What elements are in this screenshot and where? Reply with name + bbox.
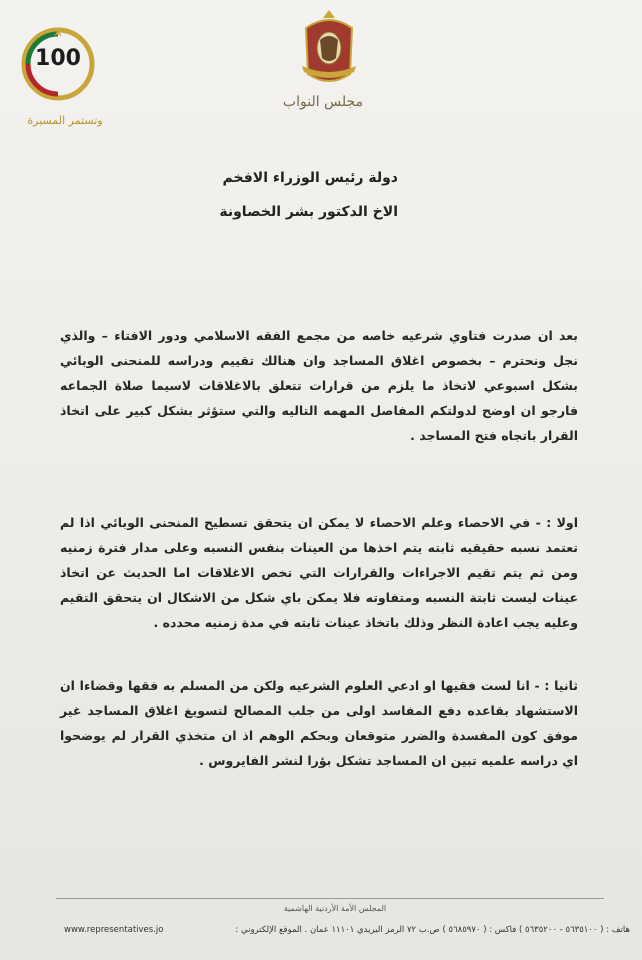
body-paragraph-2: اولا : - في الاحصاء وعلم الاحصاء لا يمكن ان يتحقق تسطيح المنحنى الوبائي اذا لم تعتمد نسبه حقيقيه ثابته يتم اخذها من العينات بنفس النسبه وعلى مدار فترة زمنيه ومن ثم يتم تقيم الاجراءات والقرارات التي تخص الاغلاقات اما الحديث عن اتخاذ عينات ليست ثابتة النسبه ومتفاوته فلا يمكن باي شكل من الاشكال ان يتحقق التقيم وعليه يجب اعادة النظر وذلك باتخاذ عينات ثابته في مدة زمنيه محدده . bbox=[60, 515, 578, 630]
letterhead-caption: مجلس النواب bbox=[282, 94, 364, 110]
footer-website: www.representatives.jo bbox=[64, 925, 164, 935]
addressee-name: الاخ الدكتور بشر الخصاونة bbox=[219, 204, 398, 220]
coat-of-arms-icon bbox=[298, 8, 360, 90]
centenary-slogan: وتستمر المسيرة bbox=[27, 114, 103, 127]
addressee-title: دولة رئيس الوزراء الافخم bbox=[222, 170, 398, 186]
centenary-logo bbox=[10, 4, 110, 127]
footer-seal-text: المجلس الأمة الأردنية الهاشمية bbox=[283, 904, 387, 913]
body-paragraph-1: بعد ان صدرت فتاوي شرعيه خاصه من مجمع الفقه الاسلامي ودور الافتاء – والذي نجل ونحترم – بخصوص اغلاق المساجد وان هنالك تقييم ودراسه للمنحنى الوبائي بشكل اسبوعي لاتخاذ ما يلزم من قرارات تتعلق بالاغلاقات لاسيما صلاة الجماعه فارجو ان اوضح لدولتكم المفاصل المهمه التاليه والتي ستؤثر بشكل كبير على اتخاذ القرار باتجاه فتح المساجد . bbox=[60, 328, 578, 443]
footer-divider bbox=[56, 898, 604, 899]
body-paragraph-3: ثانيا : - انا لست فقيها او ادعي العلوم الشرعيه ولكن من المسلم به فقها وقضاءا ان الاستشهاد بقاعده دفع المفاسد اولى من جلب المصالح لتسويغ اغلاق المساجد غير موفق كون المفسدة والضرر متوقعان وبحكم الوهم اذ ان متخذي القرار لم يوضحوا اي دراسه علميه تبين ان المساجد تشكل بؤرا لنشر الفايروس . bbox=[60, 678, 578, 768]
centenary-number: 100 bbox=[35, 46, 81, 71]
footer-contact: هاتف : ( ٥٦٣٥١٠٠ - ٥٦٣٥٢٠٠ ) فاكس : ( ٥٦٨٥٩٧٠ ) ص.ب ٧٢ الرمز البريدي ١١١٠١ عمان . الموقع الإلكتروني : bbox=[235, 925, 630, 935]
